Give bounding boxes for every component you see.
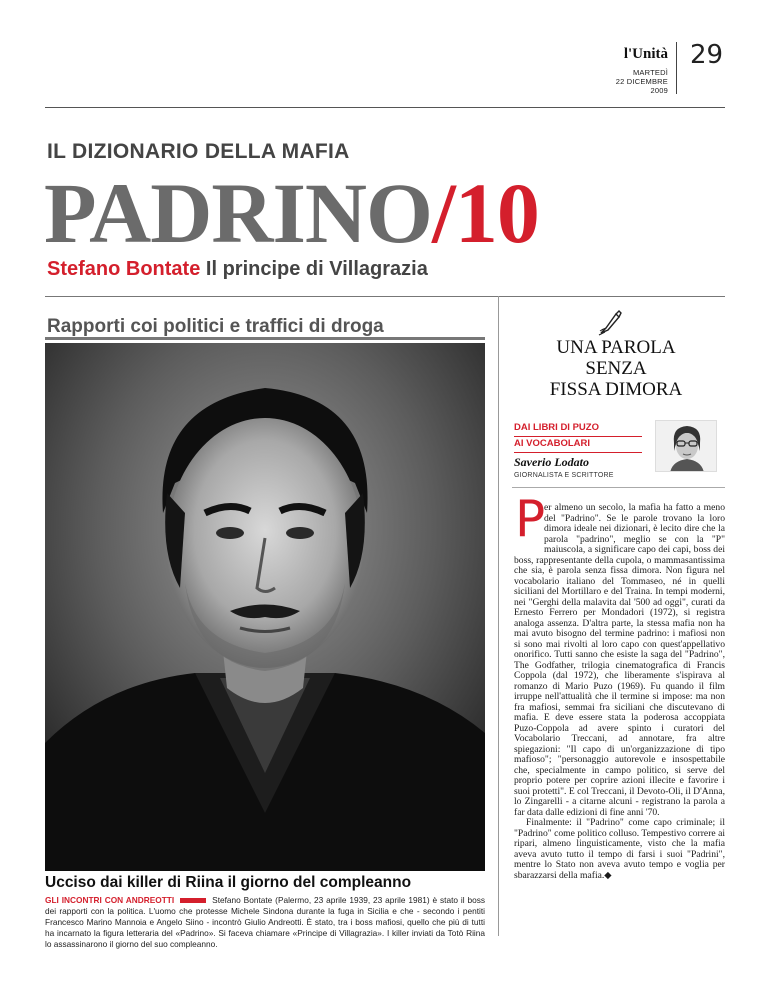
article-body — [514, 503, 725, 881]
masthead-divider — [676, 42, 677, 94]
column-title-line3: FISSA DIMORA — [549, 379, 683, 400]
author-role: GIORNALISTA E SCRITTORE — [514, 472, 614, 479]
author-name: Saverio Lodato — [514, 455, 589, 469]
column-title — [512, 337, 720, 400]
column-kicker-line2: AI VOCABOLARI — [514, 437, 642, 453]
page-number: 29 — [690, 40, 724, 70]
caption-kicker-bar — [180, 898, 206, 903]
subheadline-title: Il principe di Villagrazia — [205, 258, 428, 280]
subheadline — [47, 258, 428, 281]
author-portrait-illustration — [656, 421, 717, 472]
photo-caption-title: Ucciso dai killer di Riina il giorno del compleanno — [45, 874, 412, 891]
headline — [44, 165, 539, 261]
masthead — [580, 38, 730, 98]
issue-date: 22 DICEMBRE — [615, 77, 668, 86]
column-kicker — [514, 421, 642, 453]
issue-year: 2009 — [650, 86, 668, 95]
article-paragraph-2 — [514, 818, 725, 881]
top-rule — [45, 107, 725, 108]
caption-text: Stefano Bontate (Palermo, 23 aprile 1939, 23 aprile 1981) è stato il boss dei rapporti con la politica. L'uomo che protesse Michele Sindona durante la fuga in Sicilia e che - secondo i pentiti Francesco Marino Mannoia e Angelo Siino - incontrò Giulio Andreotti. È stato, tra i boss mafiosi, quello che più di tutti ha incarnato la figura letteraria del «Padrino». Si faceva chiamare «Principe di Villagrazia». I killer inviati da Totò Riina lo assassinarono il giorno del suo compleanno. — [45, 895, 486, 949]
newspaper-logo: l'Unità — [623, 46, 668, 62]
column-divider — [498, 296, 499, 936]
subheadline-name: Stefano Bontate — [47, 258, 201, 280]
end-mark: ◆ — [604, 869, 612, 881]
portrait-illustration — [45, 343, 485, 871]
series-label: IL DIZIONARIO DELLA MAFIA — [47, 140, 350, 163]
column-rule — [512, 487, 725, 488]
fountain-pen-icon — [598, 310, 622, 336]
column-title-line2: SENZA — [585, 358, 647, 379]
headline-number: /10 — [431, 165, 539, 261]
article-paragraph-2-text: Finalmente: il "Padrino" come capo criminale; il "Padrino" come politico colluso. Tempestivo correre ai ripari, almeno linguisticamente, visto che la mafia aveva avuto tutto il tempo di farsi i suoi "Padrini", mentre lo Stato non aveva avuto tempo e voglia per sbarazzarsi della mafia. — [514, 817, 725, 881]
headline-word: PADRINO — [44, 165, 432, 261]
article-paragraph-1 — [514, 503, 725, 818]
photo-caption — [45, 895, 485, 950]
column-title-line1: UNA PAROLA — [556, 337, 676, 358]
column-kicker-line1: DAI LIBRI DI PUZO — [514, 421, 642, 437]
photo-top-rule — [45, 337, 485, 340]
article-dropcap: P — [515, 490, 546, 548]
section-rule — [45, 296, 725, 297]
portrait-photo — [45, 343, 485, 871]
article-paragraph-1-text: er almeno un secolo, la mafia ha fatto a meno del "Padrino". Se le parole trovano la loro dimora ideale nei dizionari, è lecito dire che la parola "padrino", meglio se con la "P" maiuscola, a significare capo dei capi, boss dei boss, rappresentante della cupola, o mammasantissima che sia, è parola senza fissa dimora. Non figura nel vocabolario italiano del Tommaseo, né in quelli siciliani del Mortillaro e del Traina. In tempi moderni, nei "Gerghi della malavita dal '500 ad oggi", curati da Ernesto Ferrero per Mondadori (1972), si registra analoga assenza. D'altra parte, la stessa mafia non ha mai avuto bisogno del termine padrino: i mafiosi non si sono mai rivolti al loro capo con quest'appellativo onorifico. Tutti sanno che esiste la saga del "Padrino", The Godfather, trilogia cinematografica di Francis Coppola (dal 1972), che liberamente s'ispirava al romanzo di Mario Puzo (1969). Fu quando il film irruppe nell'attualità che il termine si impose: ma non fra mafiosi, semmai fra siciliani che discutevano di mafia. E deve essere stata la poderosa accoppiata Puzo-Coppola ad avere spinto i curatori del Vocabolario Treccani, ad annotare, fra altre spiegazioni: "Il capo di un'organizzazione di tipo mafioso"; "personaggio autorevole e insospettabile che, specialmente in campo politico, si serve del proprio potere per coprire azioni illecite e favorire i suoi protetti". E col Treccani, il Devoto-Oli, il D'Anna, lo Zingarelli - a citarne alcuni - registrano la parola a far data dalle edizioni di fine anni '70. — [514, 502, 725, 818]
author-photo — [655, 420, 717, 472]
caption-kicker: GLI INCONTRI CON ANDREOTTI — [45, 895, 175, 905]
section-title: Rapporti coi politici e traffici di droga — [47, 316, 384, 337]
issue-day: MARTEDÌ — [632, 68, 668, 77]
